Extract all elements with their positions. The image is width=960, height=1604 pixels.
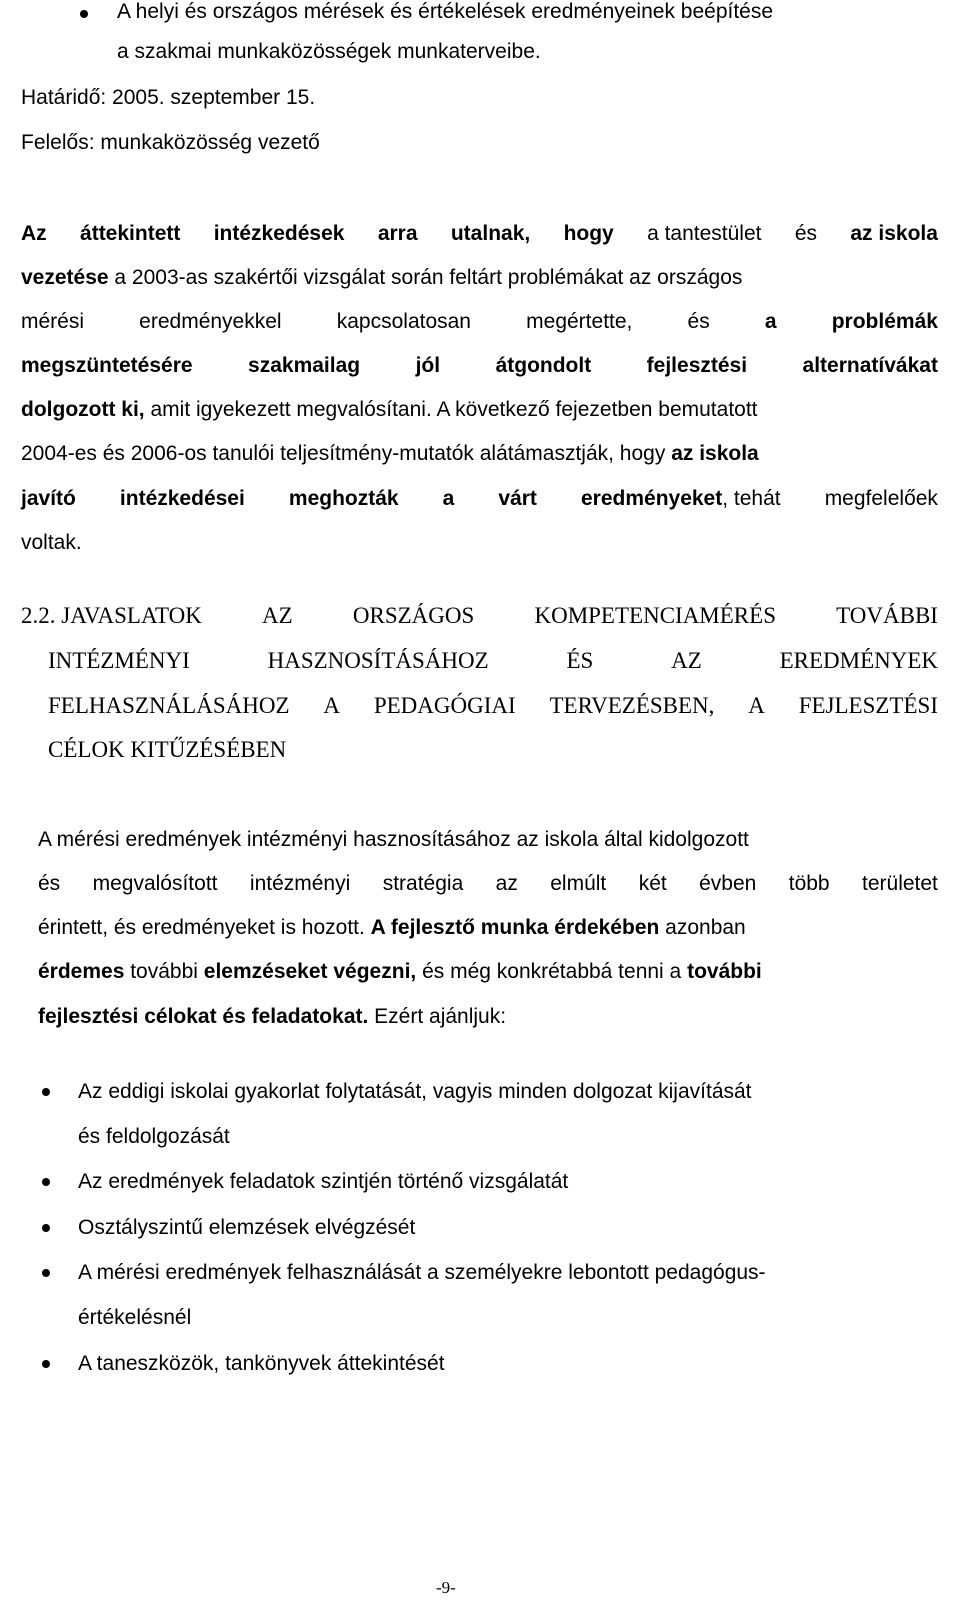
bullet-text-line: a szakmai munkaközösségek munkaterveibe. [117, 40, 541, 63]
bullet-icon [42, 1088, 50, 1096]
paragraph-line: dolgozott ki, amit igyekezett megvalósítani. A következő fejezetben bemutatott [21, 398, 758, 421]
section-heading-line: CÉLOK KITŰZÉSÉBEN [48, 737, 287, 762]
paragraph-line: érdemes további elemzéseket végezni, és még konkrétabbá tenni a további [38, 960, 762, 983]
list-item: A mérési eredmények felhasználását a személyekre lebontott pedagógus- [78, 1261, 766, 1284]
responsible-text: Felelős: munkaközösség vezető [21, 131, 320, 154]
bullet-icon [42, 1360, 50, 1368]
bullet-icon [80, 10, 88, 18]
list-item-continuation: értékelésnél [78, 1306, 192, 1329]
list-item: Az eddigi iskolai gyakorlat folytatását, vagyis minden dolgozat kijavítását [78, 1080, 752, 1103]
paragraph-line: és megvalósított intézményi stratégia az elmúlt két évben több területet [38, 872, 938, 895]
paragraph-line: megszüntetésére szakmailag jól átgondolt fejlesztési alternatívákat [21, 354, 938, 377]
bullet-icon [42, 1224, 50, 1232]
list-item: Osztályszintű elemzések elvégzését [78, 1216, 416, 1239]
deadline-text: Határidő: 2005. szeptember 15. [21, 86, 316, 109]
section-heading-line: 2.2. JAVASLATOK AZ ORSZÁGOS KOMPETENCIAMÉRÉS TOVÁBBI [21, 603, 938, 628]
paragraph-line: mérési eredményekkel kapcsolatosan megértette, és a problémák [21, 310, 938, 333]
paragraph-line: vezetése a 2003-as szakértői vizsgálat során feltárt problémákat az országos [21, 266, 743, 289]
paragraph-line: javító intézkedései meghozták a várt eredményeket, tehát megfelelőek [21, 487, 938, 510]
bullet-text-line: A helyi és országos mérések és értékelések eredményeinek beépítése [117, 0, 774, 23]
list-item: A taneszközök, tankönyvek áttekintését [78, 1352, 445, 1375]
paragraph-line: voltak. [21, 531, 82, 554]
page-number: -9- [436, 1578, 456, 1597]
section-heading-line: INTÉZMÉNYI HASZNOSÍTÁSÁHOZ ÉS AZ EREDMÉNYEK [48, 648, 938, 673]
paragraph-line: A mérési eredmények intézményi hasznosításához az iskola által kidolgozott [38, 828, 749, 851]
section-heading-line: FELHASZNÁLÁSÁHOZ A PEDAGÓGIAI TERVEZÉSBEN, A FEJLESZTÉSI [48, 693, 938, 718]
paragraph-line: érintett, és eredményeket is hozott. A fejlesztő munka érdekében azonban [38, 916, 746, 939]
paragraph-line: fejlesztési célokat és feladatokat. Ezért ajánljuk: [38, 1005, 507, 1028]
list-item-continuation: és feldolgozását [78, 1125, 230, 1148]
bullet-icon [42, 1269, 50, 1277]
paragraph-line: 2004-es és 2006-os tanulói teljesítmény-mutatók alátámasztják, hogy az iskola [21, 442, 759, 465]
bullet-icon [42, 1178, 50, 1186]
paragraph-line: Az áttekintett intézkedések arra utalnak, hogy a tantestület és az iskola [21, 222, 938, 245]
list-item: Az eredmények feladatok szintjén történő vizsgálatát [78, 1170, 569, 1193]
